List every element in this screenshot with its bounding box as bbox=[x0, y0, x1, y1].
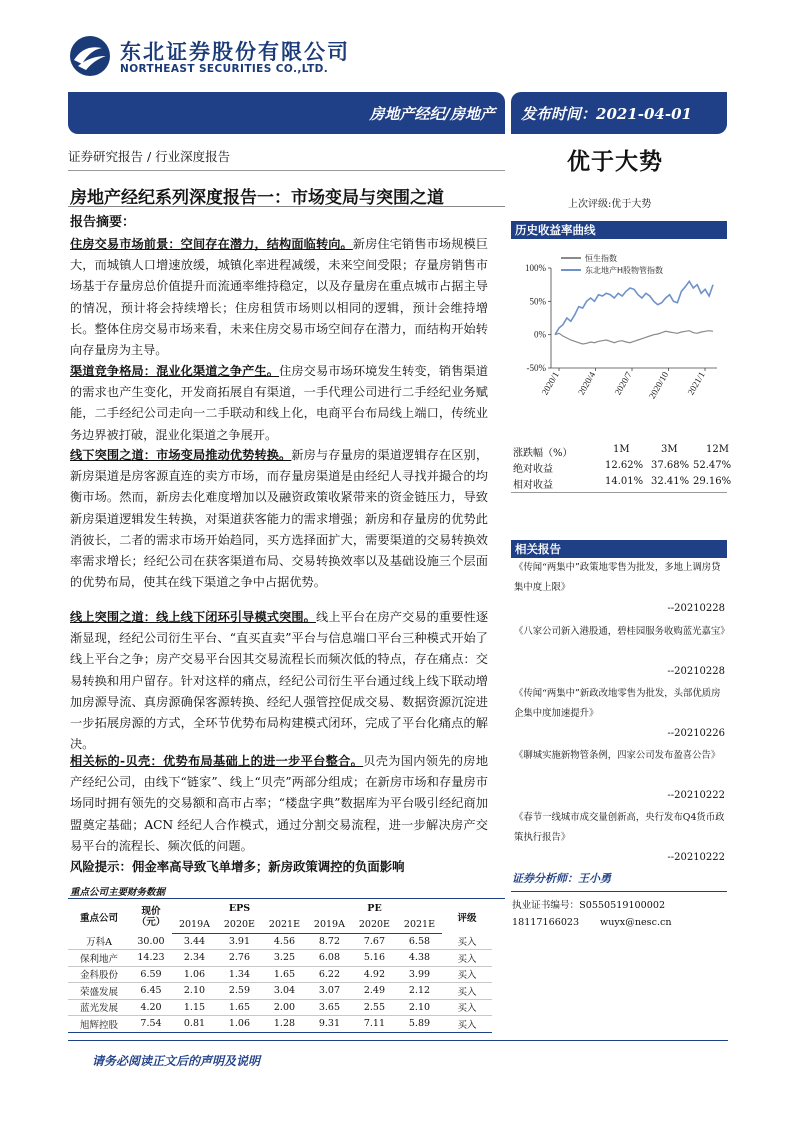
related-report[interactable] bbox=[514, 622, 730, 642]
related-report-title[interactable]: 《八家公司新入港股通，碧桂园服务收购蓝光嘉宝》 bbox=[514, 626, 730, 637]
perf-value: 29.16% bbox=[693, 476, 732, 487]
performance-table bbox=[511, 443, 732, 491]
related-report[interactable] bbox=[514, 746, 726, 766]
value-cell: 2.10 bbox=[172, 983, 217, 1000]
value-cell: 1.28 bbox=[262, 1016, 307, 1033]
rating-cell: 买入 bbox=[442, 983, 492, 1000]
return-chart bbox=[511, 250, 727, 430]
value-cell: 0.81 bbox=[172, 1016, 217, 1033]
rating-cell: 买入 bbox=[442, 1016, 492, 1033]
footer-disclaimer: 请务必阅读正文后的声明及说明 bbox=[92, 1054, 261, 1068]
value-cell: 4.20 bbox=[130, 999, 172, 1016]
col-year: 2019A bbox=[307, 917, 352, 934]
value-cell: 4.38 bbox=[397, 950, 442, 967]
perf-header-label: 涨跌幅（%） bbox=[513, 448, 573, 459]
summary-paragraph bbox=[70, 751, 488, 857]
perf-header-12m: 12M bbox=[706, 444, 729, 455]
value-cell: 3.99 bbox=[397, 966, 442, 983]
paragraph-lead: 住房交易市场前景：空间存在潜力，结构面临转向。 bbox=[70, 237, 353, 251]
value-cell: 30.00 bbox=[130, 933, 172, 950]
paragraph-lead: 线下突围之道：市场变局推动优势转换。 bbox=[70, 448, 292, 462]
analyst-certificate: 执业证书编号：S0550519100002 bbox=[512, 900, 666, 911]
date-banner bbox=[511, 92, 727, 134]
col-price: 现价（元） bbox=[136, 905, 166, 928]
value-cell: 3.44 bbox=[172, 933, 217, 950]
value-cell: 7.54 bbox=[130, 1016, 172, 1033]
analyst-phone: 18117166023 bbox=[512, 917, 580, 928]
company-name-cell: 荣盛发展 bbox=[68, 983, 130, 1000]
value-cell: 3.65 bbox=[307, 999, 352, 1016]
analyst-email[interactable]: wuyx@nesc.cn bbox=[600, 917, 672, 928]
value-cell: 7.67 bbox=[352, 933, 397, 950]
company-name-cell: 保利地产 bbox=[68, 950, 130, 967]
table-row bbox=[68, 999, 492, 1016]
paragraph-lead: 相关标的-贝壳：优势布局基础上的进一步平台整合。 bbox=[70, 754, 364, 768]
value-cell: 3.04 bbox=[262, 983, 307, 1000]
perf-value: 14.01% bbox=[605, 476, 644, 487]
breadcrumb: 证券研究报告 / 行业深度报告 bbox=[68, 149, 231, 164]
y-tick-label: 50% bbox=[529, 296, 546, 307]
series-line-1 bbox=[555, 331, 713, 344]
company-name-cn: 东北证券股份有限公司 bbox=[120, 40, 350, 64]
table-row bbox=[68, 933, 492, 950]
paragraph-body: 贝壳为国内领先的房地产经纪公司，由线下“链家”、线上“贝壳”两部分组成；在新房市场和存量房市场同时拥有领先的交易额和高市占率；“楼盘字典”数据库为平台吸引经纪商加盟奠定基础；ACN 经纪人合作模式，通过分割交易流程，进一步解决房产交易平台的流程长、频次低的问题。 bbox=[70, 754, 489, 853]
col-company: 重点公司 bbox=[79, 912, 118, 924]
rating-cell: 买入 bbox=[442, 999, 492, 1016]
series-line-2 bbox=[555, 281, 713, 334]
value-cell: 1.65 bbox=[217, 999, 262, 1016]
related-report[interactable] bbox=[514, 684, 726, 724]
col-year: 2021E bbox=[262, 917, 307, 934]
summary-paragraph bbox=[70, 234, 488, 361]
logo-emblem-icon bbox=[68, 34, 112, 78]
value-cell: 2.59 bbox=[217, 983, 262, 1000]
company-name-cell: 蓝光发展 bbox=[68, 999, 130, 1016]
value-cell: 3.91 bbox=[217, 933, 262, 950]
perf-value: 32.41% bbox=[651, 476, 690, 487]
paragraph-body: 新房与存量房的渠道逻辑存在区别，新房渠道是房客源直连的卖方市场，而存量房渠道是由经纪人寻找并撮合的均衡市场。然而，新房去化难度增加以及融资政策收紧带来的资金链压力，导致新房渠道逻辑发生转换，对渠道获客能力的需求增强；新房和存量房的优势此消彼长，二者的需求市场开始趋同，买方选择面扩大，需要渠道的交易转换效率需求增长；经纪公司在获客渠道布局、交易转换效率以及基础设施三个层面的优势布局，使其在线下渠道之争中占据优势。 bbox=[70, 448, 489, 590]
perf-header-1m: 1M bbox=[613, 444, 630, 455]
sector-banner bbox=[68, 92, 505, 134]
legend-label: 恒生指数 bbox=[585, 254, 617, 263]
table-row bbox=[68, 1016, 492, 1033]
company-name-cell: 旭辉控股 bbox=[68, 1016, 130, 1033]
company-name-cell: 万科A bbox=[68, 933, 130, 950]
related-report-date: --20210228 bbox=[667, 666, 725, 677]
related-report-title[interactable]: 《传闻“两集中”新政改地零售为批发，头部优质房企集中度加速提升》 bbox=[514, 688, 721, 719]
value-cell: 6.58 bbox=[397, 933, 442, 950]
related-section-header: 相关报告 bbox=[511, 540, 727, 558]
y-tick-label: 0% bbox=[534, 329, 546, 340]
perf-value: 52.47% bbox=[693, 460, 732, 471]
value-cell: 4.92 bbox=[352, 966, 397, 983]
paragraph-lead: 线上突围之道：线上线下闭环引导模式突围。 bbox=[70, 610, 316, 624]
value-cell: 1.65 bbox=[262, 966, 307, 983]
related-report-title[interactable]: 《春节一线城市成交量创新高，央行发布Q4货币政策执行报告》 bbox=[514, 812, 725, 843]
related-report-date: --20210228 bbox=[667, 603, 725, 614]
performance-header bbox=[511, 443, 727, 459]
perf-header-3m: 3M bbox=[661, 444, 678, 455]
divider bbox=[68, 1040, 728, 1041]
col-year: 2019A bbox=[172, 917, 217, 934]
value-cell: 3.07 bbox=[307, 983, 352, 1000]
performance-row bbox=[511, 459, 732, 475]
related-report-date: --20210226 bbox=[667, 728, 725, 739]
table-row bbox=[68, 950, 492, 967]
divider bbox=[511, 492, 727, 493]
sector-label: 房地产经纪/房地产 bbox=[369, 105, 495, 123]
col-year: 2020E bbox=[352, 917, 397, 934]
x-tick-label: 2020/10 bbox=[646, 370, 671, 401]
divider bbox=[68, 206, 505, 207]
perf-value: 37.68% bbox=[651, 460, 690, 471]
rating-cell: 买入 bbox=[442, 933, 492, 950]
analyst-label: 证券分析师：王小勇 bbox=[512, 872, 611, 885]
value-cell: 3.25 bbox=[262, 950, 307, 967]
related-report-title[interactable]: 《聊城实施新物管条例，四家公司发布盈喜公告》 bbox=[514, 750, 721, 761]
paragraph-body: 住房交易市场环境发生转变，销售渠道的需求也产生变化，开发商拓展自有渠道，一手代理公司进行二手经纪业务赋能，二手经纪公司走向一二手联动和线上化，电商平台布局线上端口，传统业务边界被打破，混业化渠道之争展开。 bbox=[70, 364, 489, 442]
value-cell: 2.49 bbox=[352, 983, 397, 1000]
value-cell: 5.16 bbox=[352, 950, 397, 967]
col-year: 2020E bbox=[217, 917, 262, 934]
summary-heading: 报告摘要： bbox=[70, 215, 136, 230]
col-eps: EPS bbox=[228, 902, 251, 914]
paragraph-lead: 渠道竞争格局：混业化渠道之争产生。 bbox=[70, 364, 280, 378]
rating: 优于大势 bbox=[567, 148, 663, 175]
x-tick-label: 2020/4 bbox=[576, 370, 598, 397]
value-cell: 8.72 bbox=[307, 933, 352, 950]
value-cell: 9.31 bbox=[307, 1016, 352, 1033]
risk-warning: 风险提示：佣金率高导致飞单增多；新房政策调控的负面影响 bbox=[70, 859, 405, 874]
related-report-title[interactable]: 《传闻“两集中”政策地零售为批发，多地上调房贷集中度上限》 bbox=[514, 562, 721, 593]
value-cell: 2.55 bbox=[352, 999, 397, 1016]
value-cell: 6.08 bbox=[307, 950, 352, 967]
value-cell: 1.15 bbox=[172, 999, 217, 1016]
table-row bbox=[68, 983, 492, 1000]
value-cell: 1.06 bbox=[172, 966, 217, 983]
related-report[interactable] bbox=[514, 558, 726, 598]
value-cell: 1.34 bbox=[217, 966, 262, 983]
perf-row-label: 绝对收益 bbox=[513, 464, 553, 475]
value-cell: 2.00 bbox=[262, 999, 307, 1016]
value-cell: 6.22 bbox=[307, 966, 352, 983]
financial-table bbox=[68, 900, 492, 1033]
related-report-date: --20210222 bbox=[667, 852, 725, 863]
value-cell: 6.59 bbox=[130, 966, 172, 983]
col-year: 2021E bbox=[397, 917, 442, 934]
value-cell: 6.45 bbox=[130, 983, 172, 1000]
table-caption: 重点公司主要财务数据 bbox=[70, 887, 166, 898]
report-title: 房地产经纪系列深度报告一：市场变局与突围之道 bbox=[70, 188, 444, 208]
value-cell: 1.06 bbox=[217, 1016, 262, 1033]
summary-paragraph bbox=[70, 607, 488, 755]
last-rating: 上次评级:优于大势 bbox=[568, 199, 652, 210]
rating-cell: 买入 bbox=[442, 966, 492, 983]
company-name-en: NORTHEAST SECURITIES CO.,LTD. bbox=[120, 63, 329, 75]
value-cell: 14.23 bbox=[130, 950, 172, 967]
x-tick-label: 2021/1 bbox=[685, 370, 707, 397]
value-cell: 5.89 bbox=[397, 1016, 442, 1033]
perf-value: 12.62% bbox=[605, 460, 644, 471]
value-cell: 2.10 bbox=[397, 999, 442, 1016]
paragraph-body: 新房住宅销售市场规模巨大，而城镇人口增速放缓，城镇化率进程减缓，未来空间受限；存量房销售市场基于存量房总价值提升而流通率维持稳定，以及存量房在重点城市占据主导的情况，预计将会持续增长；住房租赁市场则以相同的逻辑，预计会维持增长。整体住房交易市场来看，未来住房交易市场空间存在潜力，而结构开始转向存量房为主导。 bbox=[70, 237, 489, 358]
related-report-date: --20210222 bbox=[667, 790, 725, 801]
col-rating: 评级 bbox=[457, 912, 477, 924]
value-cell: 7.11 bbox=[352, 1016, 397, 1033]
value-cell: 2.12 bbox=[397, 983, 442, 1000]
y-tick-label: -50% bbox=[526, 363, 546, 373]
performance-row bbox=[511, 475, 732, 491]
x-tick-label: 2020/7 bbox=[612, 370, 634, 397]
divider bbox=[511, 891, 727, 892]
summary-paragraph bbox=[70, 445, 488, 593]
col-pe: PE bbox=[367, 902, 382, 914]
company-name-cell: 金科股份 bbox=[68, 966, 130, 983]
divider bbox=[68, 170, 505, 171]
publish-date: 发布时间：2021-04-01 bbox=[521, 105, 692, 123]
y-tick-label: 100% bbox=[525, 263, 546, 273]
perf-row-label: 相对收益 bbox=[513, 480, 553, 491]
x-tick-label: 2020/1 bbox=[539, 370, 561, 397]
value-cell: 4.56 bbox=[262, 933, 307, 950]
value-cell: 2.76 bbox=[217, 950, 262, 967]
paragraph-body: 线上平台在房产交易的重要性逐渐显现，经纪公司衍生平台、“直买直卖”平台与信息端口平台三种模式开始了线上平台之争；房产交易平台因其交易流程长而频次低的特点，存在痛点：交易转换和用户留存。针对这样的痛点，经纪公司衍生平台通过线上线下联动增加房源导流、真房源确保客源转换、经纪人强管控促成交易、数据资源沉淀进一步拓展房源的方式，全环节优势布局构建模式闭环，完成了平台化痛点的解决。 bbox=[70, 610, 489, 752]
chart-section-header: 历史收益率曲线 bbox=[511, 221, 727, 239]
value-cell: 2.34 bbox=[172, 950, 217, 967]
company-logo bbox=[68, 34, 368, 80]
legend-label: 东北地产H股物管指数 bbox=[585, 266, 664, 275]
divider bbox=[68, 898, 505, 899]
rating-cell: 买入 bbox=[442, 950, 492, 967]
related-report[interactable] bbox=[514, 808, 726, 848]
table-row bbox=[68, 966, 492, 983]
summary-paragraph bbox=[70, 361, 488, 446]
